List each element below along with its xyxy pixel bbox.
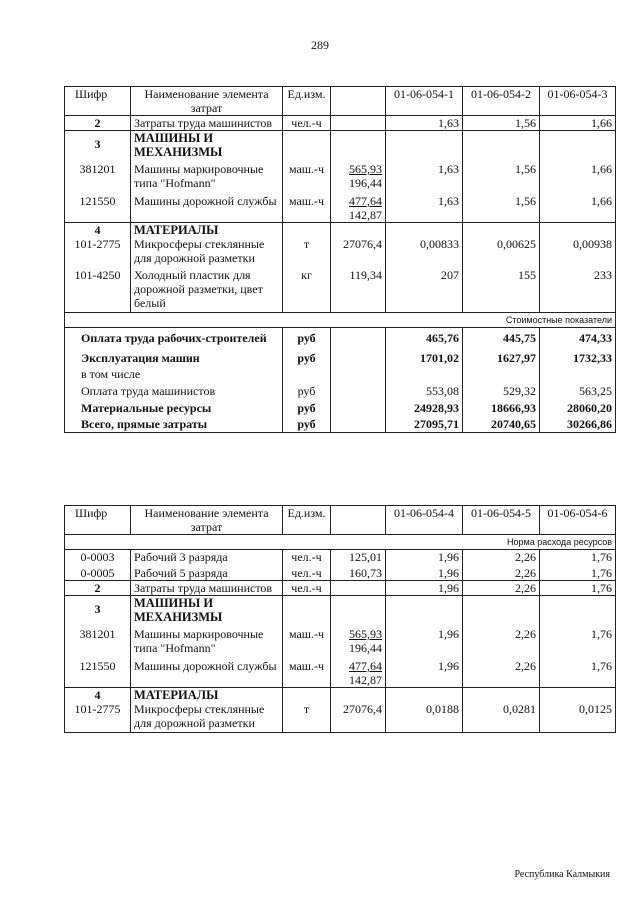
cost-value-1: 27095,71 — [386, 415, 463, 433]
table-row — [65, 159, 616, 190]
row-value-2: 2,26 — [463, 564, 540, 581]
row-value-1: 0,00833 — [386, 237, 463, 265]
row-code: 121550 — [65, 655, 131, 688]
table-row — [65, 702, 616, 733]
header-col1: 01-06-054-4 — [386, 506, 463, 535]
row-value-3: 0,00938 — [540, 237, 616, 265]
price-top: 565,93 — [349, 162, 382, 176]
row-value-2: 155 — [463, 265, 540, 313]
row-name: Машины дорожной службы — [131, 655, 283, 688]
row-price — [331, 159, 386, 190]
row-value-2: 2,26 — [463, 581, 540, 596]
row-code: 121550 — [65, 190, 131, 223]
cost-value-3: 474,33 — [540, 328, 616, 346]
row-value-2: 0,0281 — [463, 702, 540, 733]
section-code: 4 — [94, 223, 101, 237]
header-col2: 01-06-054-5 — [463, 506, 540, 535]
row-price: 27076,4 — [331, 237, 386, 265]
row-value-1: 1,63 — [386, 159, 463, 190]
table-row — [65, 596, 616, 625]
row-value-2: 1,56 — [463, 159, 540, 190]
row-name: Затраты труда машинистов — [131, 116, 283, 131]
header-code: Шифр — [65, 87, 131, 116]
cost-row — [65, 415, 616, 433]
row-value-3: 1,76 — [540, 564, 616, 581]
cost-row — [65, 381, 616, 398]
row-price: 119,34 — [331, 265, 386, 313]
row-value-1: 1,96 — [386, 581, 463, 596]
cost-name: Эксплуатация машин — [65, 345, 283, 365]
row-name: Рабочий 3 разряда — [131, 550, 283, 565]
header-unit: Ед.изм. — [283, 87, 331, 116]
cost-value-2: 18666,93 — [463, 398, 540, 415]
table-row — [65, 223, 616, 238]
cost-value-3: 1732,33 — [540, 345, 616, 365]
row-code: 101-4250 — [65, 265, 131, 313]
cost-value-2: 20740,65 — [463, 415, 540, 433]
resource-table-2 — [64, 505, 616, 733]
cost-unit: руб — [283, 381, 331, 398]
row-unit: кг — [283, 265, 331, 313]
cost-value-1: 1701,02 — [386, 345, 463, 365]
cost-value-2: 445,75 — [463, 328, 540, 346]
row-value-3: 1,66 — [540, 116, 616, 131]
table-row — [65, 550, 616, 565]
row-value-3: 1,76 — [540, 550, 616, 565]
row-name: Затраты труда машинистов — [131, 581, 283, 596]
row-value-1: 0,0188 — [386, 702, 463, 733]
row-value-3: 233 — [540, 265, 616, 313]
row-value-2: 1,56 — [463, 190, 540, 223]
cost-value-1: 553,08 — [386, 381, 463, 398]
row-price: 125,01 — [331, 550, 386, 565]
row-name: Рабочий 5 разряда — [131, 564, 283, 581]
row-value-3: 1,76 — [540, 655, 616, 688]
row-value-3: 0,0125 — [540, 702, 616, 733]
row-name: Машины дорожной службы — [131, 190, 283, 223]
cost-unit: руб — [283, 328, 331, 346]
row-price — [331, 116, 386, 131]
header-unit: Ед.изм. — [283, 506, 331, 535]
row-unit: чел.-ч — [283, 581, 331, 596]
row-unit: маш.-ч — [283, 190, 331, 223]
row-value-1: 1,63 — [386, 190, 463, 223]
row-price: 27076,4 — [331, 702, 386, 733]
price-top: 565,93 — [349, 627, 382, 641]
header-name: Наименование элемента затрат — [131, 506, 283, 535]
cost-name: Оплата труда машинистов — [65, 381, 283, 398]
section-code: 3 — [94, 137, 101, 151]
cost-value-1: 24928,93 — [386, 398, 463, 415]
section-code: 3 — [94, 602, 101, 616]
table-row — [65, 237, 616, 265]
row-value-2: 1,56 — [463, 116, 540, 131]
cost-unit: руб — [283, 415, 331, 433]
row-unit: чел.-ч — [283, 116, 331, 131]
cost-name: в том числе — [65, 365, 283, 381]
row-code: 0-0005 — [65, 564, 131, 581]
price-bottom: 142,87 — [349, 208, 382, 222]
row-price — [331, 190, 386, 223]
row-value-3: 1,66 — [540, 190, 616, 223]
price-top: 477,64 — [349, 194, 382, 208]
price-bottom: 196,44 — [349, 641, 382, 655]
row-price: 160,73 — [331, 564, 386, 581]
table-header-row — [65, 506, 616, 535]
cost-section-label: Стоимостные показатели — [65, 313, 616, 328]
cost-value-1: 465,76 — [386, 328, 463, 346]
row-price — [331, 655, 386, 688]
header-col3: 01-06-054-3 — [540, 87, 616, 116]
row-unit: чел.-ч — [283, 564, 331, 581]
cost-row — [65, 365, 616, 381]
section-code: 4 — [94, 688, 101, 702]
row-price — [331, 624, 386, 655]
section-title: МАТЕРИАЛЫ — [131, 688, 283, 703]
table-row — [65, 688, 616, 703]
price-bottom: 196,44 — [349, 176, 382, 190]
row-name: Холодный пластик для дорожной разметки, цвет белый — [131, 265, 283, 313]
price-top: 477,64 — [349, 659, 382, 673]
norm-section-label: Норма расхода ресурсов — [65, 535, 616, 550]
cost-unit: руб — [283, 398, 331, 415]
row-code: 0-0003 — [65, 550, 131, 565]
row-name: Микросферы стеклянные для дорожной разметки — [131, 702, 283, 733]
section-title: МАШИНЫ И МЕХАНИЗМЫ — [131, 596, 283, 625]
price-bottom: 142,87 — [349, 673, 382, 687]
table-row — [65, 190, 616, 223]
cost-row — [65, 328, 616, 346]
row-unit: маш.-ч — [283, 655, 331, 688]
header-name: Наименование элемента затрат — [131, 87, 283, 116]
header-col3: 01-06-054-6 — [540, 506, 616, 535]
row-value-3: 1,76 — [540, 581, 616, 596]
page-number: 289 — [311, 38, 329, 52]
row-unit: маш.-ч — [283, 624, 331, 655]
norm-section-label-row — [65, 535, 616, 550]
header-price — [331, 87, 386, 116]
header-price — [331, 506, 386, 535]
row-code: 2 — [65, 581, 131, 596]
row-code: 2 — [65, 116, 131, 131]
cost-value-2: 1627,97 — [463, 345, 540, 365]
table-header-row — [65, 87, 616, 116]
row-value-2: 2,26 — [463, 550, 540, 565]
row-value-2: 2,26 — [463, 624, 540, 655]
cost-unit: руб — [283, 345, 331, 365]
row-unit: т — [283, 702, 331, 733]
row-name: Микросферы стеклянные для дорожной разметки — [131, 237, 283, 265]
table-row — [65, 265, 616, 313]
section-title: МАШИНЫ И МЕХАНИЗМЫ — [131, 131, 283, 160]
row-name: Машины маркировочные типа "Hofmann" — [131, 159, 283, 190]
cost-name: Всего, прямые затраты — [65, 415, 283, 433]
table-row — [65, 116, 616, 131]
row-code: 101-2775 — [65, 237, 131, 265]
row-value-1: 1,96 — [386, 655, 463, 688]
section-title: МАТЕРИАЛЫ — [131, 223, 283, 238]
cost-name: Оплата труда рабочих-строителей — [65, 328, 283, 346]
cost-row — [65, 398, 616, 415]
header-col2: 01-06-054-2 — [463, 87, 540, 116]
cost-section-label-row — [65, 313, 616, 328]
row-name: Машины маркировочные типа "Hofmann" — [131, 624, 283, 655]
row-unit: чел.-ч — [283, 550, 331, 565]
table-row — [65, 131, 616, 160]
row-code: 381201 — [65, 624, 131, 655]
row-value-1: 1,96 — [386, 550, 463, 565]
header-code: Шифр — [65, 506, 131, 535]
table-row — [65, 655, 616, 688]
cost-row — [65, 345, 616, 365]
cost-value-3: 30266,86 — [540, 415, 616, 433]
cost-value-2: 529,32 — [463, 381, 540, 398]
row-value-1: 1,96 — [386, 624, 463, 655]
row-value-1: 1,63 — [386, 116, 463, 131]
row-value-3: 1,66 — [540, 159, 616, 190]
table-row — [65, 581, 616, 596]
row-code: 381201 — [65, 159, 131, 190]
row-value-1: 207 — [386, 265, 463, 313]
cost-name: Материальные ресурсы — [65, 398, 283, 415]
row-value-2: 2,26 — [463, 655, 540, 688]
row-value-2: 0,00625 — [463, 237, 540, 265]
header-col1: 01-06-054-1 — [386, 87, 463, 116]
row-price — [331, 581, 386, 596]
row-value-3: 1,76 — [540, 624, 616, 655]
row-unit: т — [283, 237, 331, 265]
footer-region: Республика Калмыкия — [514, 869, 610, 880]
row-unit: маш.-ч — [283, 159, 331, 190]
table-row — [65, 624, 616, 655]
row-value-1: 1,96 — [386, 564, 463, 581]
row-code: 101-2775 — [65, 702, 131, 733]
resource-table-1 — [64, 86, 616, 433]
cost-value-3: 563,25 — [540, 381, 616, 398]
cost-value-3: 28060,20 — [540, 398, 616, 415]
table-row — [65, 564, 616, 581]
